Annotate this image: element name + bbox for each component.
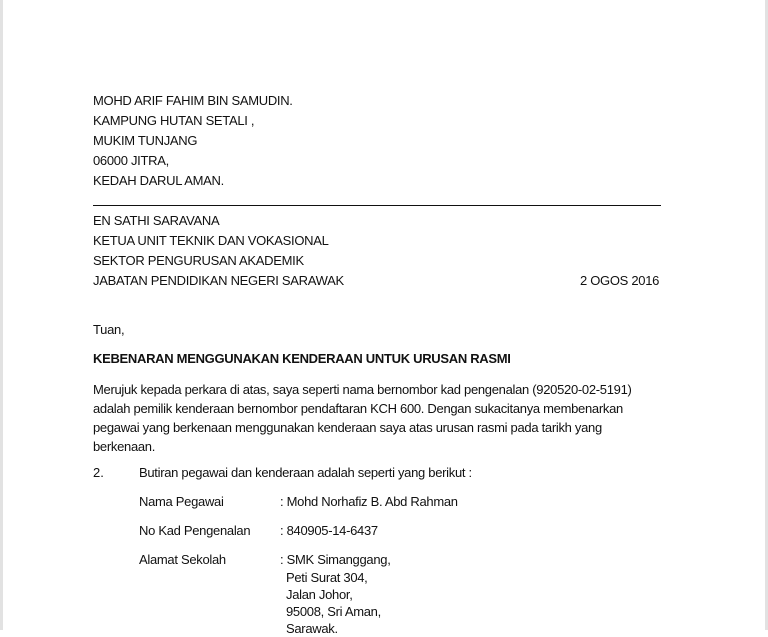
ic-number-label: No Kad Pengenalan	[139, 523, 251, 538]
sender-address-line: KEDAH DARUL AMAN.	[93, 173, 224, 188]
school-address-line: 95008, Sri Aman,	[286, 604, 381, 619]
officer-name-label: Nama Pegawai	[139, 494, 224, 509]
recipient-address-line: SEKTOR PENGURUSAN AKADEMIK	[93, 253, 304, 268]
school-address-line: Jalan Johor,	[286, 587, 353, 602]
sender-address-line: KAMPUNG HUTAN SETALI ,	[93, 113, 255, 128]
recipient-address-line: KETUA UNIT TEKNIK DAN VOKASIONAL	[93, 233, 329, 248]
recipient-address-line: JABATAN PENDIDIKAN NEGERI SARAWAK	[93, 273, 344, 288]
paragraph-line: pegawai yang berkenaan menggunakan kenderaan saya atas urusan rasmi pada tarikh yang	[93, 420, 602, 435]
school-address-line: Peti Surat 304,	[286, 570, 368, 585]
ic-number-value: : 840905-14-6437	[280, 523, 378, 538]
officer-name-value: : Mohd Norhafiz B. Abd Rahman	[280, 494, 458, 509]
body-paragraph	[93, 380, 663, 456]
paragraph-line: adalah pemilik kenderaan bernombor pendaftaran KCH 600. Dengan sukacitanya membenarkan	[93, 401, 623, 416]
paragraph-line: berkenaan.	[93, 439, 156, 454]
item-text: Butiran pegawai dan kenderaan adalah seperti yang berikut :	[139, 465, 472, 480]
letter-date: 2 OGOS 2016	[580, 273, 660, 288]
letter-subject: KEBENARAN MENGGUNAKAN KENDERAAN UNTUK URUSAN RASMI	[93, 351, 511, 366]
item-number: 2.	[93, 465, 104, 480]
school-address-line: : SMK Simanggang,	[280, 552, 391, 567]
recipient-name: EN SATHI SARAVANA	[93, 213, 220, 228]
sender-address-line: 06000 JITRA,	[93, 153, 169, 168]
sender-name: MOHD ARIF FAHIM BIN SAMUDIN.	[93, 93, 293, 108]
school-address-line: Sarawak.	[286, 621, 338, 636]
school-address-label: Alamat Sekolah	[139, 552, 226, 567]
page-edge-left	[0, 0, 3, 630]
paragraph-line: Merujuk kepada perkara di atas, saya seperti nama bernombor kad pengenalan (920520-02-5191)	[93, 382, 632, 397]
sender-address-line: MUKIM TUNJANG	[93, 133, 198, 148]
salutation: Tuan,	[93, 322, 125, 337]
separator-rule	[93, 205, 661, 206]
